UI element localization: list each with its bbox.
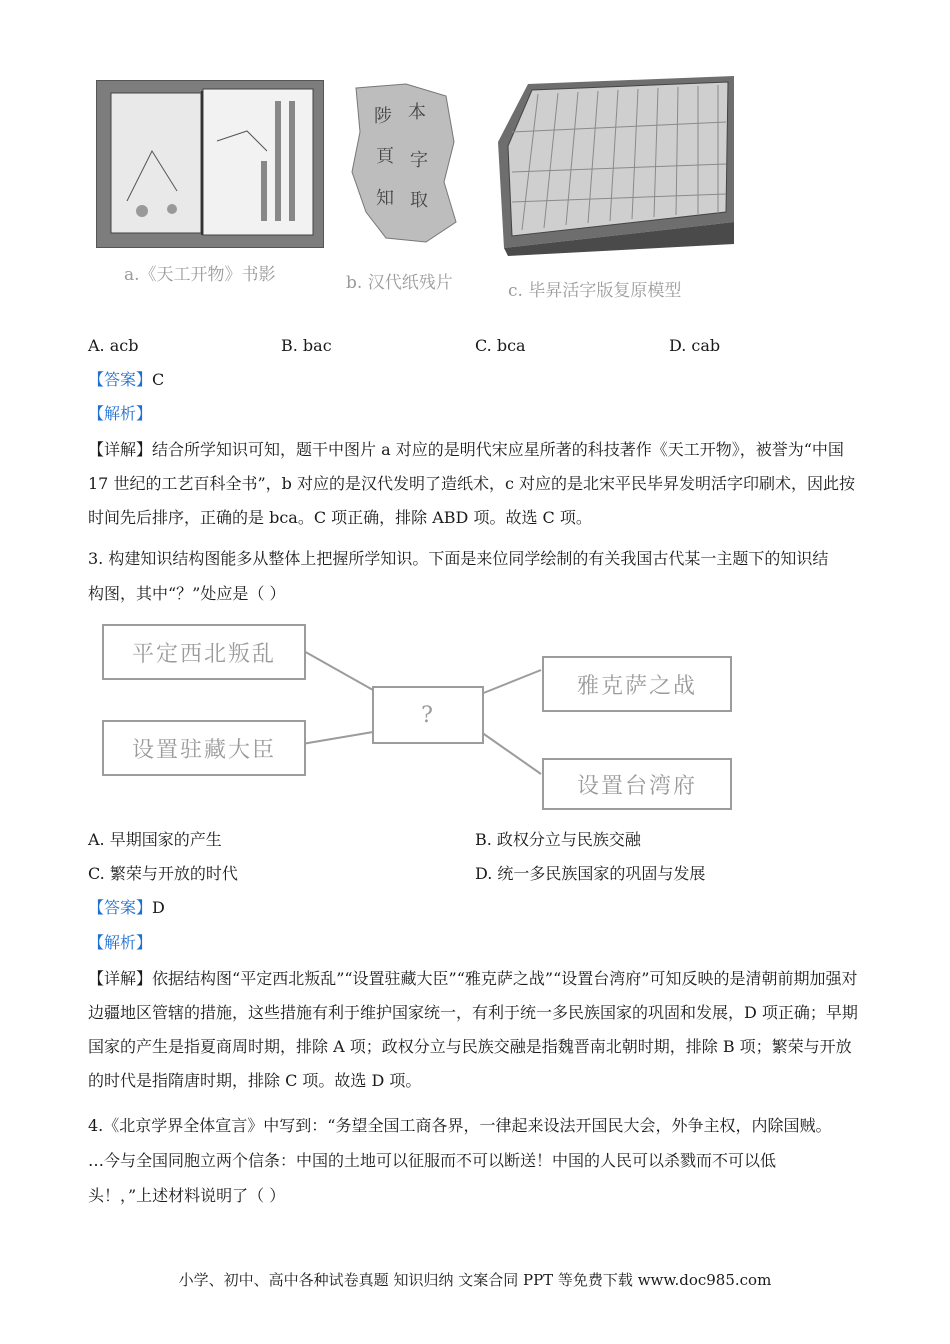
q3-detail [88,962,866,1098]
svg-text:字: 字 [410,150,428,171]
q4-stem-line1: 4.《北京学界全体宣言》中写到：“务望全国工商各界，一律起来设法开国民大会，外争主权，内除国贼。 [88,1116,832,1135]
q2-answer-value: C [152,370,165,389]
svg-text:頁: 頁 [376,146,394,167]
q2-analysis [88,404,152,424]
q3-detail-label: 【详解】 [88,969,153,988]
q3-structure-diagram [96,614,746,810]
q2-answer-label: 【答案】 [88,370,153,389]
svg-text:取: 取 [410,190,428,211]
q3-option-a: A. 早期国家的产生 [88,830,222,849]
q3-answer-label: 【答案】 [88,898,153,917]
node-pacify-northwest: 平定西北叛乱 [102,624,306,680]
caption-a: a.《天工开物》书影 [124,265,276,285]
movable-type-model [498,72,738,256]
q2-option-d: D. cab [669,336,721,355]
q4-stem-line3: 头！，”上述材料说明了（ ） [88,1186,286,1205]
svg-text:陟: 陟 [374,106,392,127]
paper-fragment [346,82,461,246]
q3-option-d: D. 统一多民族国家的巩固与发展 [475,864,706,883]
q2-detail-label: 【详解】 [88,440,153,459]
photo-tiangong-kaiwu [96,80,324,248]
q3-analysis-label: 【解析】 [88,933,153,952]
q3-answer [88,898,165,918]
q3-answer-value: D [152,898,165,917]
photo-bisheng-movable-type [498,72,738,256]
q3-stem-line2: 构图，其中“？”处应是（ ） [88,584,286,603]
node-question-mark: ? [372,686,484,744]
q3-detail-text: 依据结构图“平定西北叛乱”“设置驻藏大臣”“雅克萨之战”“设置台湾府”可知反映的是清朝前期加强对边疆地区管辖的措施，这些措施有利于维护国家统一，有利于统一多民族国家的巩固和发展，D 项正确；早期国家的产生是指夏商周时期，排除 A 项；政权分立与民族交融是指魏晋南北朝时期，排除 B 项；繁荣与开放的时代是指隋唐时期，排除 C 项。故选 D 项。 [88,969,858,1090]
node-taiwan-prefecture: 设置台湾府 [542,758,732,810]
caption-b: b. 汉代纸残片 [346,273,453,293]
caption-c: c. 毕昇活字版复原模型 [508,281,682,301]
book-illustration [97,81,323,247]
svg-text:知: 知 [376,188,394,209]
page-footer: 小学、初中、高中各种试卷真题 知识归纳 文案合同 PPT 等免费下载 www.doc985.com [178,1271,772,1289]
q2-option-b: B. bac [281,336,332,355]
q2-analysis-label: 【解析】 [88,404,153,423]
photo-han-paper-fragment [346,82,461,246]
q4-stem-line2: …今与全国同胞立两个信条：中国的土地可以征服而不可以断送！中国的人民可以杀戮而不可以低 [88,1151,777,1170]
node-tibet-minister: 设置驻藏大臣 [102,720,306,776]
q3-analysis [88,933,152,953]
q2-answer [88,370,164,390]
node-yaksa-battle: 雅克萨之战 [542,656,732,712]
q2-detail [88,433,866,535]
q3-option-b: B. 政权分立与民族交融 [475,830,641,849]
q2-option-a: A. acb [88,336,139,355]
svg-text:本: 本 [408,102,426,123]
q3-stem-line1: 3. 构建知识结构图能多从整体上把握所学知识。下面是来位同学绘制的有关我国古代某一主题下的知识结 [88,549,829,568]
q2-option-c: C. bca [475,336,526,355]
q2-detail-text: 结合所学知识可知，题干中图片 a 对应的是明代宋应星所著的科技著作《天工开物》，被誉为“中国 17 世纪的工艺百科全书”，b 对应的是汉代发明了造纸术，c 对应的是北宋平民毕昇发明活字印刷术，因此按时间先后排序，正确的是 bca。C 项正确，排除 ABD 项。故选 C 项。 [88,440,856,527]
q3-option-c: C. 繁荣与开放的时代 [88,864,238,883]
